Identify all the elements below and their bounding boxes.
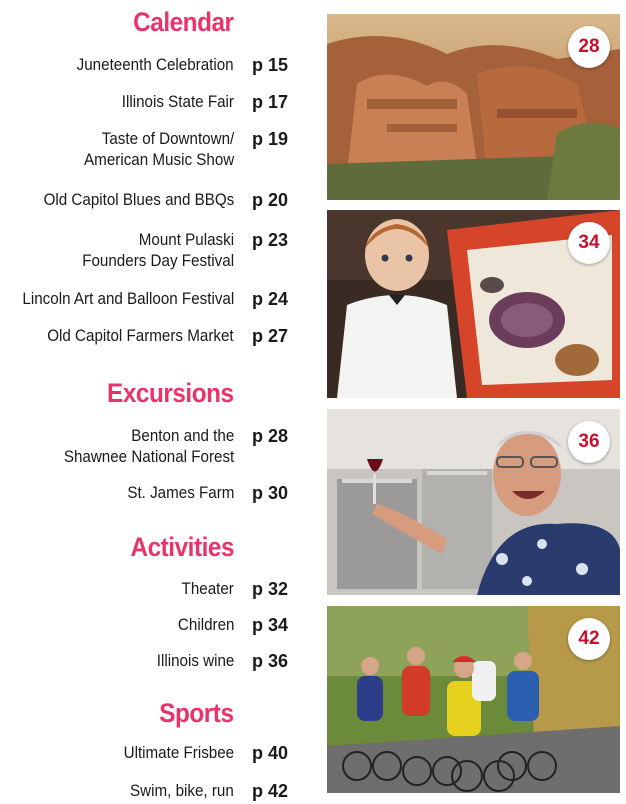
- toc-entry-title: Benton and the Shawnee National Forest: [63, 427, 234, 466]
- rock-formations-photo[interactable]: [327, 14, 620, 200]
- table-of-contents: [0, 0, 300, 804]
- toc-entry-title: Mount Pulaski Founders Day Festival: [82, 231, 234, 270]
- toc-entry-title: Ultimate Frisbee: [123, 744, 234, 762]
- page-badge: 34: [568, 222, 610, 264]
- section-title-excursions: Excursions: [107, 378, 234, 408]
- toc-entry-page: p 36: [252, 651, 289, 671]
- toc-entry-title: Theater: [181, 580, 234, 598]
- toc-entry-title: Illinois State Fair: [121, 93, 234, 111]
- toc-entry-title: Lincoln Art and Balloon Festival: [22, 290, 234, 308]
- cyclists-race-photo[interactable]: [327, 606, 620, 793]
- toc-entry-page: p 27: [252, 326, 289, 346]
- section-title-activities: Activities: [130, 532, 234, 562]
- section-title-sports: Sports: [159, 698, 234, 728]
- page-badge: 36: [568, 421, 610, 463]
- toc-entry-page: p 30: [252, 483, 289, 503]
- toc-entry-title: Old Capitol Farmers Market: [47, 327, 234, 345]
- toc-entry-page: p 19: [252, 129, 289, 149]
- toc-entry-page: p 42: [252, 781, 289, 801]
- man-with-wine-glass-photo[interactable]: [327, 409, 620, 595]
- toc-entry-title: Taste of Downtown/ American Music Show: [83, 130, 234, 169]
- toc-entry-page: p 32: [252, 579, 289, 599]
- toc-entry-page: p 20: [252, 190, 289, 210]
- toc-entry-page: p 15: [252, 55, 289, 75]
- toc-entry-page: p 28: [252, 426, 289, 446]
- page-badge: 42: [568, 618, 610, 660]
- toc-entry-page: p 34: [252, 615, 289, 635]
- toc-entry-title: Illinois wine: [156, 652, 234, 670]
- page-badge: 28: [568, 26, 610, 68]
- toc-entry-page: p 17: [252, 92, 289, 112]
- toc-entry-page: p 24: [252, 289, 289, 309]
- toc-entry-title: Children: [177, 616, 234, 634]
- section-title-calendar: Calendar: [133, 7, 234, 37]
- child-with-geodes-photo[interactable]: [327, 210, 620, 398]
- toc-entry-page: p 40: [252, 743, 289, 763]
- toc-entry-title: Juneteenth Celebration: [77, 56, 234, 74]
- toc-entry-title: Swim, bike, run: [130, 782, 234, 800]
- toc-entry-page: p 23: [252, 230, 289, 250]
- toc-entry-title: Old Capitol Blues and BBQs: [43, 191, 234, 209]
- toc-entry-title: St. James Farm: [126, 484, 234, 502]
